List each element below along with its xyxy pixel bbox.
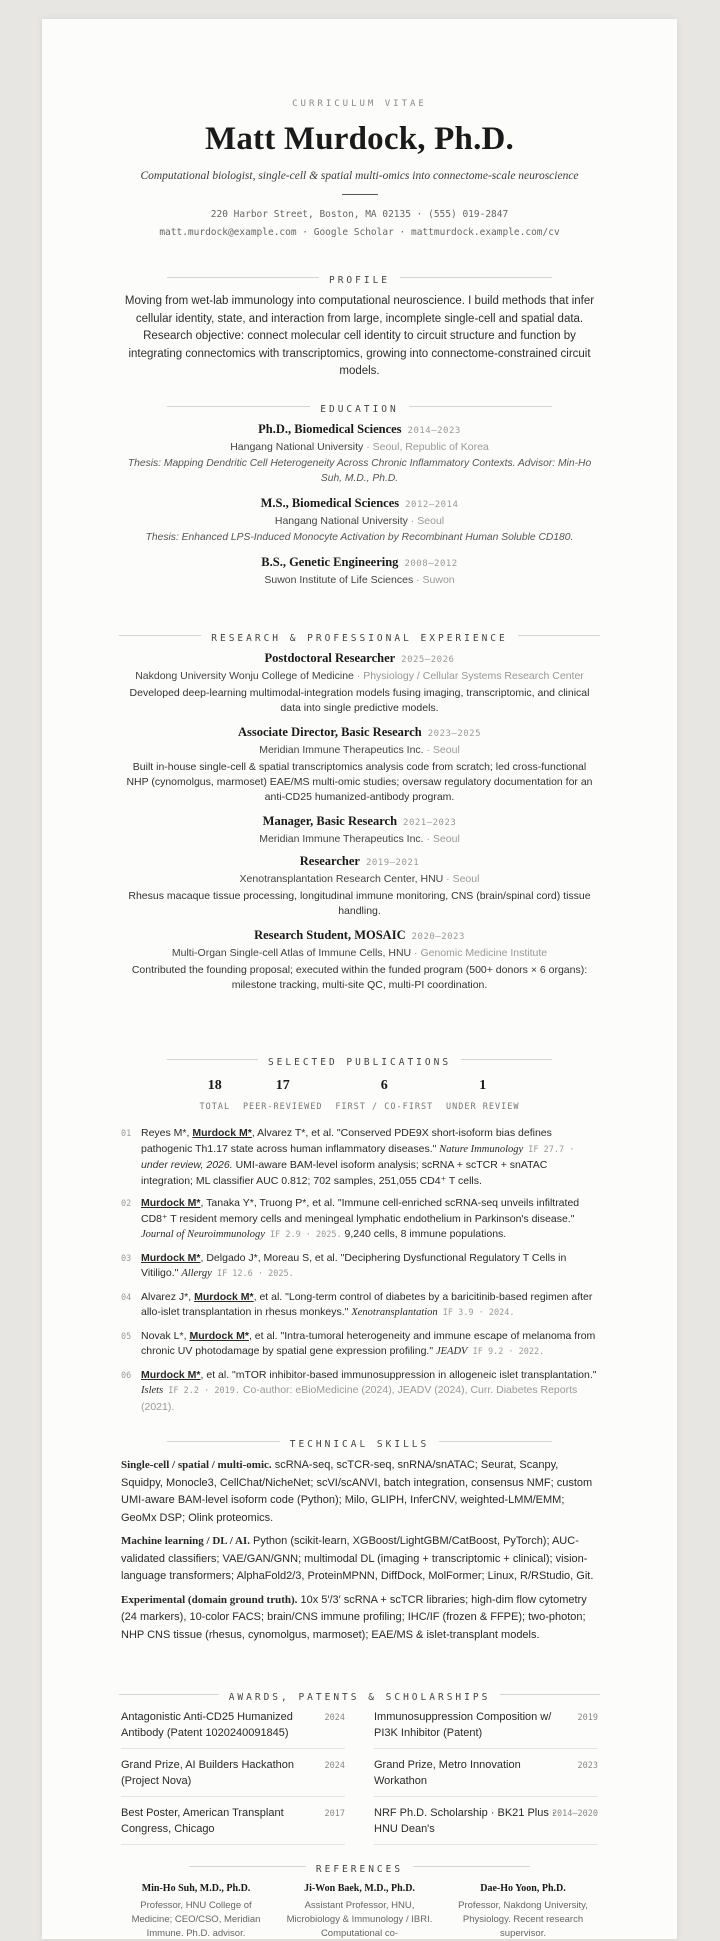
job-title: Researcher (299, 854, 360, 868)
institution: Hangang National University (274, 515, 408, 527)
job-title: Manager, Basic Research (262, 814, 398, 828)
reference-item: Ji-Won Baek, M.D., Ph.D. Assistant Professor, HNU, Microbiology & Immunology / IBRI. Computational co- (286, 1883, 433, 1939)
person-name: Matt Murdock, Ph.D. (204, 121, 515, 157)
job-years: 2019–2021 (365, 858, 420, 868)
location: · Seoul, Republic of Korea (363, 441, 489, 453)
award-item: Grand Prize, AI Builders Hackathon (Project Nova) 2024 (121, 1757, 345, 1797)
cv-page (42, 19, 677, 1939)
skill-group: Machine learning / DL / AI. Python (scikit-learn, XGBoost/LightGBM/CatBoost, PyTorch); AUC-validated classifiers; VAE/GAN/GNN; multimodal DL (imaging + transcriptomic + clinical); vision-language transformers; AlphaFold2/3, ProteinMPNN, DiffDock, MolFormer; Linux, R/RStudio, Git. (121, 1535, 594, 1582)
award-item: Antagonistic Anti-CD25 Humanized Antibody (Patent 1020240091845) 2024 (121, 1709, 345, 1749)
job-title: Postdoctoral Researcher (264, 651, 396, 665)
references-list (121, 1883, 598, 1941)
job-title: Research Student, MOSAIC (254, 928, 406, 942)
section-header-awards: AWARDS, PATENTS & SCHOLARSHIPS (121, 1687, 598, 1701)
reference-item: Min-Ho Suh, M.D., Ph.D. Professor, HNU College of Medicine; CEO/CSO, Meridian Immune. Ph.D. advisor. (131, 1883, 261, 1939)
thesis-note: Thesis: Mapping Dendritic Cell Heterogeneity Across Chronic Inflammatory Contexts. Advisor: Min-Ho Suh, M.D., Ph.D. (127, 458, 592, 484)
job-years: 2021–2023 (403, 818, 457, 828)
experience-entry (121, 854, 598, 919)
employer: Multi-Organ Single-cell Atlas of Immune Cells, HNU (171, 947, 412, 959)
stat-under-review: 1 UNDER REVIEW (446, 1078, 520, 1112)
degree-years: 2008–2012 (404, 559, 458, 569)
thesis-note: Thesis: Enhanced LPS-Induced Monocyte Activation by Recombinant Human Soluble CD180. (145, 532, 574, 543)
section-header-education: EDUCATION (121, 399, 598, 413)
employer: Xenotransplantation Research Center, HNU (239, 873, 444, 885)
publication-stats (200, 1078, 520, 1112)
institution: Suwon Institute of Life Sciences (264, 574, 414, 586)
experience-entry (121, 928, 598, 993)
publication-list (121, 1126, 598, 1415)
institution: Hangang National University (230, 441, 364, 453)
location: · Seoul (407, 515, 445, 527)
section-header-experience: RESEARCH & PROFESSIONAL EXPERIENCE (121, 628, 598, 642)
section-header-publications: SELECTED PUBLICATIONS (121, 1052, 598, 1066)
tagline: Computational biologist, single-cell & spatial multi-omics into connectome-scale neuroscience (140, 170, 579, 182)
employer-unit: · Seoul (423, 833, 460, 845)
job-description: Rhesus macaque tissue processing, longitudinal immune monitoring, CNS (brain/spinal cord) tissue handling. (128, 890, 591, 917)
section-header-references: REFERENCES (121, 1859, 598, 1873)
cv-kicker: CURRICULUM VITAE (292, 99, 427, 109)
employer-unit: · Seoul (443, 873, 480, 885)
award-item: Best Poster, American Transplant Congress, Chicago 2017 (121, 1805, 345, 1845)
education-entry (121, 555, 598, 586)
education-entry (121, 496, 598, 545)
contact-address: 220 Harbor Street, Boston, MA 02135 · (555) 019-2847 (210, 209, 509, 220)
awards-column-right (374, 1709, 598, 1853)
experience-entry (121, 725, 598, 805)
job-description: Built in-house single-cell & spatial transcriptomics analysis code from scratch; led cross-functional NHP (cynomolgus, marmoset) EAE/MS multi-omic studies; oversaw regulatory documentation for an anti-CD25 humanized-antibody program. (126, 761, 593, 803)
award-item: Grand Prize, Metro Innovation Workathon 2023 (374, 1757, 598, 1797)
degree-years: 2014–2023 (407, 426, 461, 436)
publication-item: 05 Novak L*, Murdock M*, et al. "Intra-tumoral heterogeneity and immune escape of melanoma from chronic UV photodamage by spatial gene expression profiling." JEADV IF 9.2 · 2022. (121, 1329, 596, 1357)
job-years: 2020–2023 (411, 932, 465, 942)
employer: Meridian Immune Therapeutics Inc. (259, 744, 424, 756)
publication-item: 01 Reyes M*, Murdock M*, Alvarez T*, et al. "Conserved PDE9X short-isoform bias defines pathogenic Th1.17 state across human inflammatory diseases." Nature Immunology IF 27.7 · under review, 2026. UMI-aware BAM-level isoform analysis; scRNA + scTCR + snATAC integration; ML classifier AUC 0.812; 702 samples, 251,055 CD4⁺ T cells. (121, 1127, 575, 1187)
section-header-skills: TECHNICAL SKILLS (121, 1434, 598, 1448)
employer: Nakdong University Wonju College of Medicine (135, 670, 354, 682)
education-entry (121, 422, 598, 486)
profile-text: Moving from wet-lab immunology into computational neuroscience. I build methods that infer cellular identity, state, and interaction from large, incomplete single-cell and spatial data. Research objective: connect molecular cell identity to circuit structure and function by integrating connectomics with transcriptomics, growing into connectome-constrained circuit models. (124, 295, 595, 377)
section-header-profile: PROFILE (121, 270, 598, 284)
experience-entry (121, 651, 598, 716)
degree-title: B.S., Genetic Engineering (261, 555, 399, 569)
skill-group: Experimental (domain ground truth). 10x 5′/3′ scRNA + scTCR libraries; high-dim flow cytometry (24 markers), 10-color FACS; brain/CNS immune profiling; IHC/IF (frozen & FFPE); two-photon; NHP CNS tissue (rhesus, cynomolgus, marmoset); EAE/MS & islet-transplant models. (121, 1593, 587, 1641)
stat-first-author: 6 FIRST / CO-FIRST (335, 1078, 434, 1112)
contact-links: matt.murdock@example.com · Google Scholar · mattmurdock.example.com/cv (159, 227, 560, 238)
skills-list (121, 1457, 598, 1644)
award-item: Immunosuppression Composition w/ PI3K Inhibitor (Patent) 2019 (374, 1709, 598, 1749)
publication-item: 02 Murdock M*, Tanaka Y*, Truong P*, et al. "Immune cell-enriched scRNA-seq unveils infiltrated CD8⁺ T resident memory cells and meningeal lymphatic endothelium in Parkinson's disease." Journal of Neuroimmunology IF 2.9 · 2025. 9,240 cells, 8 immune populations. (121, 1197, 580, 1240)
skill-group: Single-cell / spatial / multi-omic. scRNA-seq, scTCR-seq, snRNA/snATAC; Seurat, Scanpy, Squidpy, Monocle3, CellChat/NicheNet; scVI/scANVI, batch integration, consensus NMF; custom UMI-aware BAM-level isoform code (Python); Milo, GLIPH, InferCNV, weighted-LMM/EMM; GeoMx DSP; Olink proteomics. (121, 1459, 593, 1524)
title-divider (342, 194, 378, 195)
employer-unit: · Physiology / Cellular Systems Research Center (353, 670, 584, 682)
job-description: Contributed the founding proposal; executed within the funded program (500+ donors × 6 organs): milestone tracking, multi-site QC, multi-PI coordination. (131, 964, 588, 991)
stat-total: 18 TOTAL (199, 1078, 231, 1112)
employer-unit: · Genomic Medicine Institute (411, 947, 548, 959)
job-years: 2023–2025 (427, 729, 482, 739)
location: · Suwon (413, 574, 455, 586)
job-description: Developed deep-learning multimodal-integration models fusing imaging, transcriptomic, and clinical data into single predictive models. (129, 687, 590, 714)
degree-years: 2012–2014 (405, 500, 459, 510)
degree-title: Ph.D., Biomedical Sciences (258, 422, 402, 436)
publication-item: 03 Murdock M*, Delgado J*, Moreau S, et al. "Deciphering Dysfunctional Regulatory T Cells in Vitiligo." Allergy IF 12.6 · 2025. (121, 1251, 567, 1279)
cv-content (121, 19, 598, 1939)
job-title: Associate Director, Basic Research (237, 725, 422, 739)
experience-entry (121, 814, 598, 845)
job-years: 2025–2026 (401, 655, 455, 665)
reference-item: Dae-Ho Yoon, Ph.D. Professor, Nakdong University, Physiology. Recent research supervisor. (458, 1883, 588, 1939)
awards-column-left (121, 1709, 345, 1853)
awards-grid (121, 1709, 598, 1853)
stat-peer-reviewed: 17 PEER-REVIEWED (242, 1078, 323, 1112)
publication-item: 06 Murdock M*, et al. "mTOR inhibitor-based immunosuppression in allogeneic islet transplantation." Islets IF 2.2 · 2019. Co-author: eBioMedicine (2024), JEADV (2024), Curr. Diabetes Reports (2021). (121, 1368, 597, 1413)
degree-title: M.S., Biomedical Sciences (260, 496, 400, 510)
employer-unit: · Seoul (423, 744, 460, 756)
award-item: NRF Ph.D. Scholarship · BK21 Plus · HNU Dean's 2014–2020 (374, 1805, 598, 1845)
employer: Meridian Immune Therapeutics Inc. (259, 833, 424, 845)
publication-item: 04 Alvarez J*, Murdock M*, et al. "Long-term control of diabetes by a baricitinib-based regimen after allo-islet transplantation in rhesus monkeys." Xenotransplantation IF 3.9 · 2024. (121, 1290, 593, 1318)
